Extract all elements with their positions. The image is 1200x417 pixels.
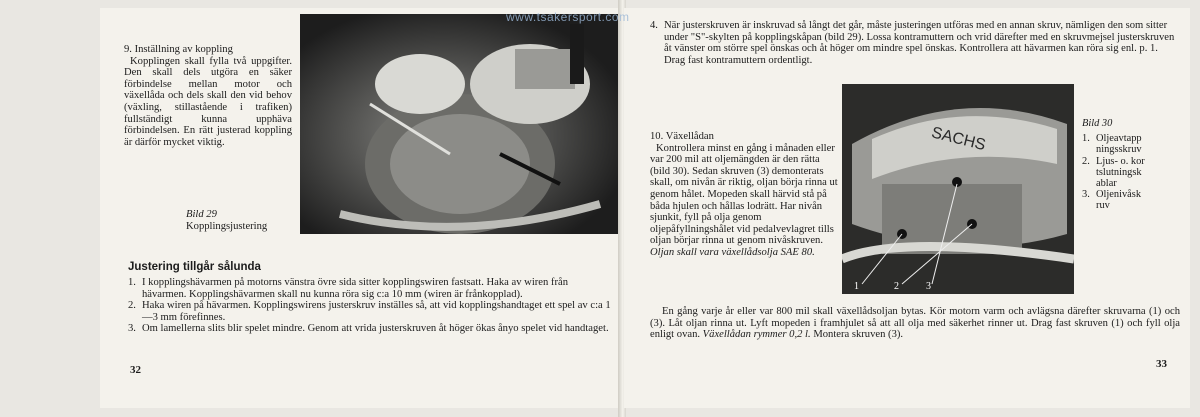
section-heading-gearbox: 10. Växellådan: [650, 131, 714, 142]
step-4-list: [650, 20, 1180, 66]
photo-label-1: 1: [854, 281, 859, 292]
photo-label-3: 3: [926, 281, 931, 292]
caption-number: Bild 29: [186, 209, 217, 220]
oil-change-paragraph: [650, 306, 1180, 341]
step-1: [128, 277, 612, 300]
page-number-right: 33: [1156, 358, 1167, 370]
figure-title: Bild 30: [1082, 118, 1113, 129]
legend-number: 2.: [1082, 155, 1090, 167]
legend-number: 1.: [1082, 133, 1090, 145]
photo-clutch-adjustment: [300, 14, 618, 234]
page-number-left: 32: [130, 364, 141, 376]
clutch-photo-illustration: [300, 14, 618, 234]
clutch-section: [124, 44, 292, 148]
watermark-text: www.tsakersport.com: [506, 10, 630, 24]
oil-change-tail: Montera skruven (3).: [813, 329, 904, 341]
photo-label-2: 2: [894, 281, 899, 292]
step-text: När justerskruven är inskruvad så långt det går, måste justeringen utföras med en annan skruv, nämligen den som sitter under "S"-skylten på kopplingskåpan (bild 29). Lossa kontramuttern och vrid därefter med en skruvmejsel justerskruven åt vänster om större spel önskas och åt höger om mindre spel önskas. Kontrollera att hävarmen kan röra sig enl. p. 1. Drag fast kontramuttern ordentligt.: [664, 20, 1175, 66]
section-heading-clutch: 9. Inställning av koppling: [124, 44, 233, 55]
gearbox-capacity: Växellådan rymmer 0,2 l.: [702, 329, 811, 341]
step-text: I kopplingshävarmen på motorns vänstra övre sida sitter kopplingswiren fastsatt. Haka av wiren från hävarmen. Kopplingshävarmen skall nu kunna röra sig c:a 10 mm (wiren är frånkopplad).: [142, 277, 568, 300]
legend-item-2: [1082, 156, 1178, 190]
caption-text: Kopplingsjustering: [186, 220, 268, 232]
gearbox-text: Kontrollera minst en gång i månaden eller var 200 mil att oljemängden är den rätta (bild 30). Sedan skruven (3) demonterats skall, om nivån är riktig, oljan börja rinna ut genom hålet. Mopeden skall härvid stå på båda hjulen och hållas lodrätt. Har nivån sjunkit, fyll på olja genom oljepåfyllningshålet vid pedalvevlagret tills oljan börjar rinna ut genom nivåskruven.: [650, 142, 838, 247]
step-4-block: [650, 20, 1180, 66]
step-list: [128, 277, 612, 335]
step-number: 2.: [128, 300, 136, 312]
step-number: 3.: [128, 323, 136, 335]
gearbox-photo-illustration: [842, 84, 1074, 294]
adjustment-steps: [128, 277, 612, 335]
gearbox-section: [650, 131, 838, 259]
subheading-adjustment: Justering tillgår sålunda: [128, 261, 261, 273]
oil-change-text: En gång varje år eller var 800 mil skall växellådsoljan bytas. Kör motorn varm och avlägsna därefter skruvarna (1) och (3). Låt oljan rinna ut. Lyft mopeden i framhjulet så att all olja med säkerhet rinner ut. Drag fast skruven (1) och fyll olja enligt ovan.: [650, 306, 1180, 341]
step-text: Om lamellerna slits blir spelet mindre. Genom att vrida justerskruven åt höger ökas ånyo spelet vid handtaget.: [142, 323, 609, 335]
legend-text: Ljus- o. kortslutningskablar: [1096, 155, 1145, 190]
clutch-intro-text: Kopplingen skall fylla två uppgifter. Den skall dels utgöra en säker förbindelse mellan motor och växellåda och dels skall den vid behov (växling, stillastående i trafiken) fullständigt kunna upphäva förbindelsen. En rätt justerad koppling är därför mycket viktig.: [124, 55, 292, 148]
figure-legend-30: [1082, 118, 1178, 212]
legend-text: Oljenivåskruv: [1096, 189, 1142, 212]
engine-brand-text: SACHS: [929, 124, 988, 155]
step-text: Haka wiren på hävarmen. Kopplingswirens justerskruv inställes så, att vid kopplingshandtaget ett spel av c:a 1—3 mm förefinnes.: [142, 300, 611, 323]
photo-gearbox: [842, 84, 1074, 294]
step-2: [128, 300, 612, 323]
legend-list: [1082, 133, 1178, 211]
step-4: [650, 20, 1180, 66]
legend-item-3: [1082, 189, 1178, 211]
legend-number: 3.: [1082, 189, 1090, 201]
legend-text: Oljeavtappningsskruv: [1096, 133, 1142, 156]
legend-item-1: [1082, 133, 1178, 155]
step-number: 4.: [650, 20, 658, 31]
photo-caption-29: [186, 209, 296, 232]
step-number: 1.: [128, 277, 136, 288]
step-3: [128, 323, 612, 335]
gearbox-oil-note: Oljan skall vara växellådsolja SAE 80.: [650, 246, 815, 258]
